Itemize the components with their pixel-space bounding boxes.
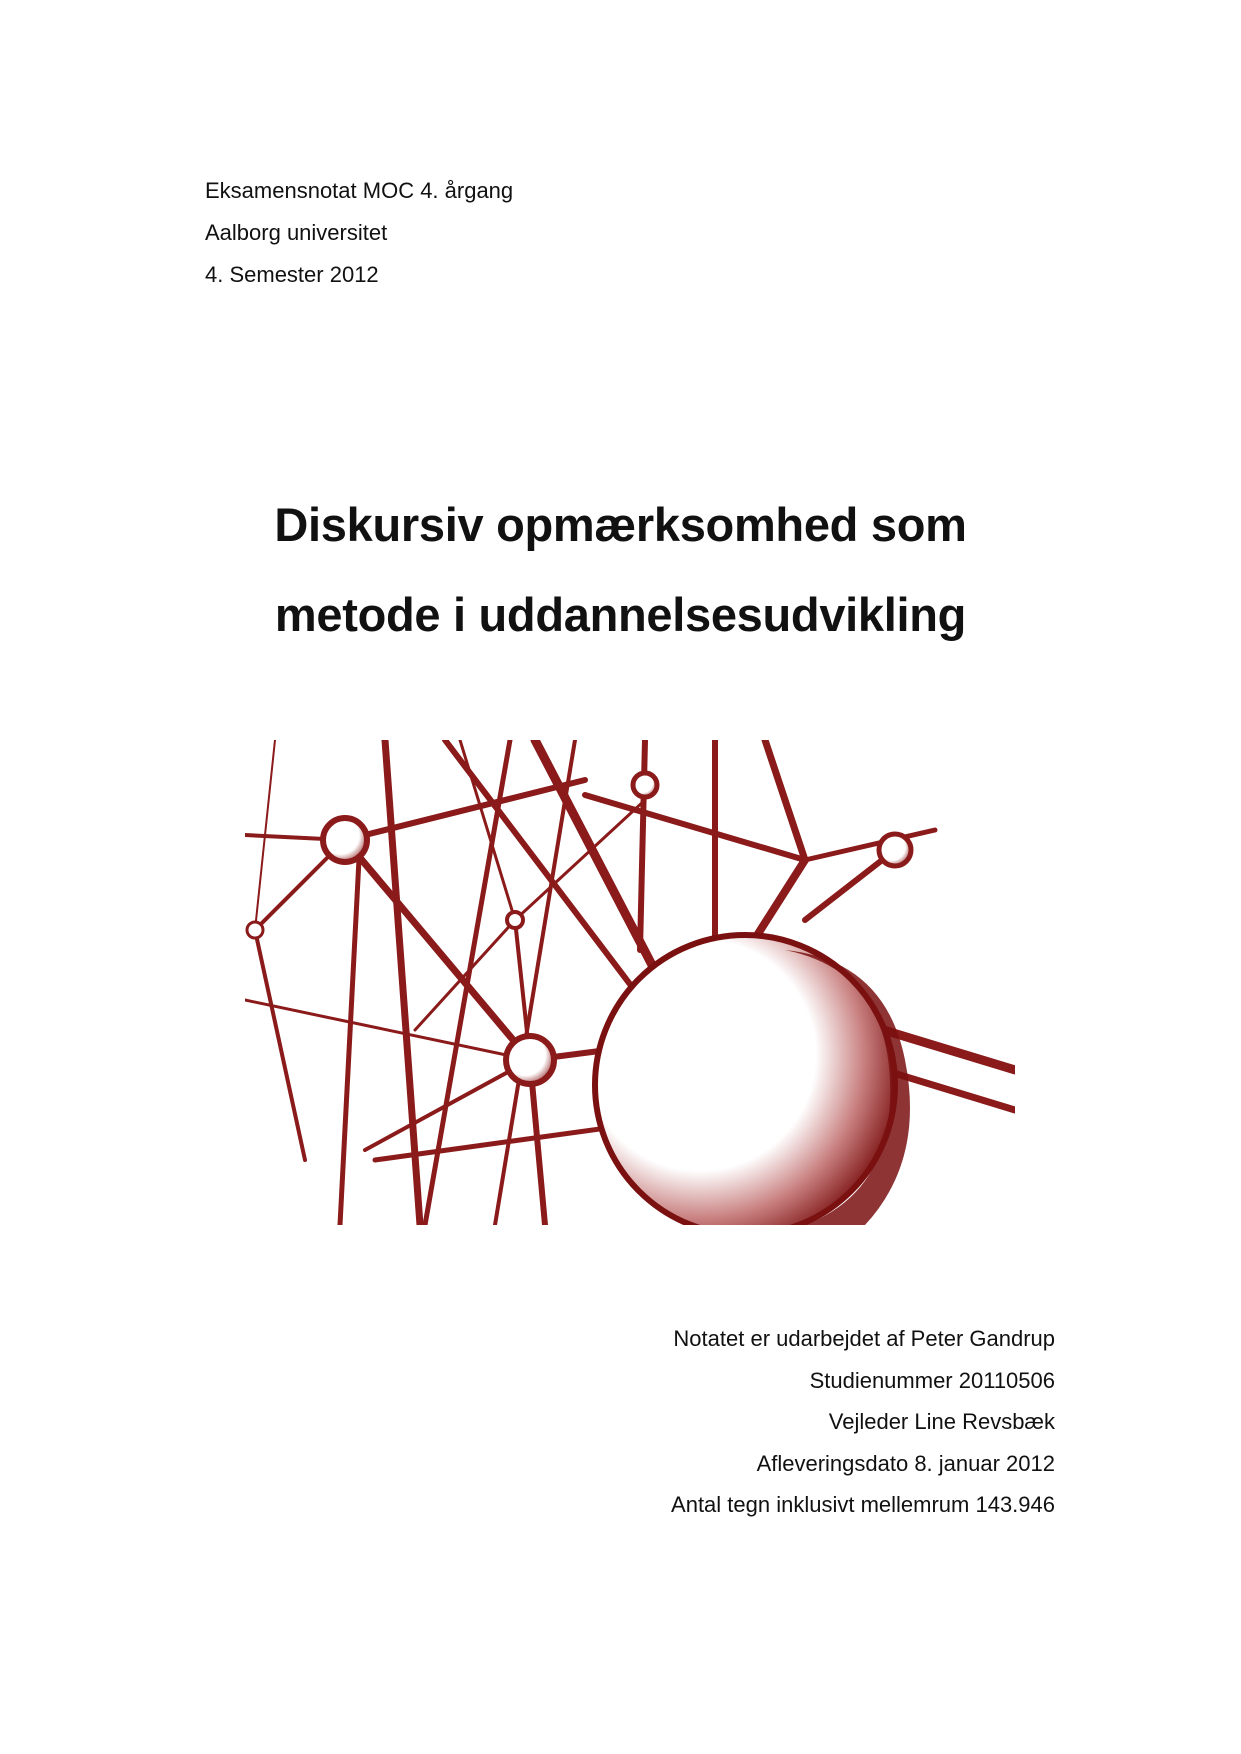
title-line-1: Diskursiv opmærksomhed som (274, 498, 967, 551)
document-header (205, 170, 513, 296)
document-title (0, 480, 1241, 660)
due-date-line: Afleveringsdato 8. januar 2012 (756, 1450, 1055, 1476)
supervisor-line: Vejleder Line Revsbæk (828, 1409, 1055, 1434)
exam-note-label: Eksamensnotat MOC 4. årgang (205, 178, 514, 203)
author-line: Notatet er udarbejdet af Peter Gandrup (673, 1326, 1055, 1351)
molecule-network-illustration (245, 740, 1015, 1225)
submission-info (671, 1318, 1055, 1526)
char-count-line: Antal tegn inklusivt mellemrum 143.946 (671, 1492, 1055, 1517)
title-line-2: metode i uddannelsesudvikling (274, 588, 967, 641)
university-name: Aalborg universitet (205, 220, 388, 245)
student-number-line: Studienummer 20110506 (809, 1367, 1055, 1393)
semester-label: 4. Semester 2012 (205, 262, 379, 287)
